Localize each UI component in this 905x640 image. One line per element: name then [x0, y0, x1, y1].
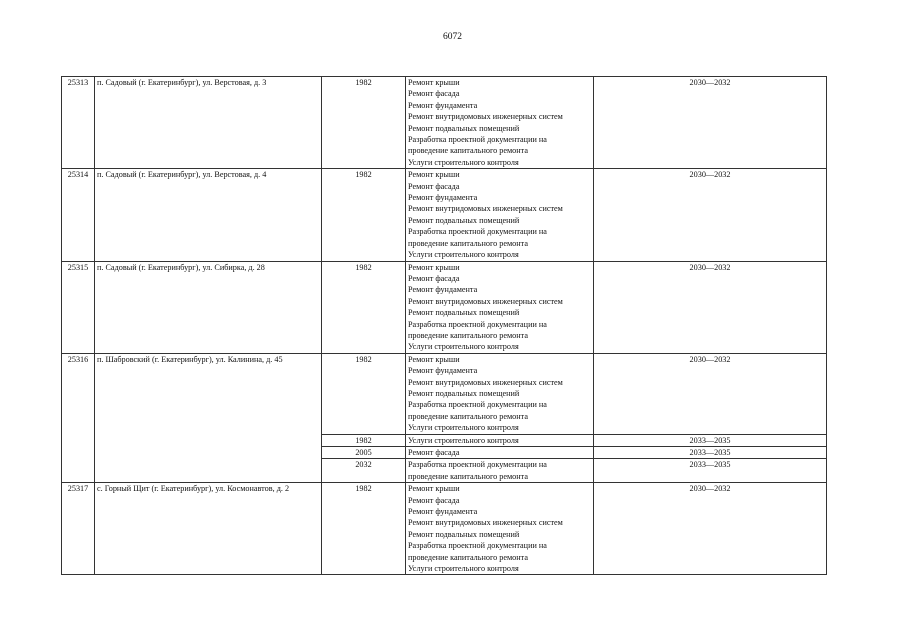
period-cell: 2030—2032	[594, 77, 827, 169]
year-cell: 1982	[322, 483, 406, 575]
work-item: Ремонт фасада	[408, 89, 460, 99]
work-item: Ремонт фундамента	[408, 285, 478, 295]
year-cell: 2032	[322, 459, 406, 483]
record-number: 25314	[62, 169, 95, 261]
works-cell	[406, 169, 594, 261]
work-item: Ремонт фасада	[408, 181, 460, 191]
work-item: Ремонт крыши	[408, 484, 460, 494]
year-cell: 1982	[322, 434, 406, 446]
building-address: п. Садовый (г. Екатеринбург), ул. Сибирка, д. 28	[95, 261, 322, 353]
works-cell	[406, 447, 594, 459]
work-item: Ремонт подвальных помещений	[408, 388, 520, 398]
table-row	[62, 261, 827, 353]
work-item: Ремонт внутридомовых инженерных систем	[408, 204, 563, 214]
work-item: Ремонт подвальных помещений	[408, 308, 520, 318]
record-number: 25316	[62, 353, 95, 482]
work-item: проведение капитального ремонта	[408, 330, 528, 340]
work-item: Услуги строительного контроля	[408, 564, 519, 574]
work-item: Разработка проектной документации на	[408, 460, 547, 470]
works-cell	[406, 353, 594, 434]
work-item: Ремонт внутридомовых инженерных систем	[408, 112, 563, 122]
work-item: Ремонт фундамента	[408, 507, 478, 517]
work-item: Ремонт фундамента	[408, 366, 478, 376]
work-item: проведение капитального ремонта	[408, 146, 528, 156]
work-item: Услуги строительного контроля	[408, 157, 519, 167]
table-row	[62, 483, 827, 575]
building-address: п. Садовый (г. Екатеринбург), ул. Верстовая, д. 4	[95, 169, 322, 261]
work-item: Ремонт подвальных помещений	[408, 529, 520, 539]
work-item: проведение капитального ремонта	[408, 471, 528, 481]
work-item: Разработка проектной документации на	[408, 400, 547, 410]
work-item: Разработка проектной документации на	[408, 135, 547, 145]
period-cell: 2030—2032	[594, 169, 827, 261]
work-item: Ремонт крыши	[408, 78, 460, 87]
work-item: Ремонт крыши	[408, 170, 460, 180]
work-item: Ремонт фасада	[408, 273, 460, 283]
record-number: 25317	[62, 483, 95, 575]
work-item: Ремонт внутридомовых инженерных систем	[408, 518, 563, 528]
work-item: Услуги строительного контроля	[408, 423, 519, 433]
building-address: п. Садовый (г. Екатеринбург), ул. Верстовая, д. 3	[95, 77, 322, 169]
period-cell: 2030—2032	[594, 483, 827, 575]
work-item: Разработка проектной документации на	[408, 541, 547, 551]
year-cell: 1982	[322, 77, 406, 169]
work-item: проведение капитального ремонта	[408, 552, 528, 562]
building-address: п. Шабровский (г. Екатеринбург), ул. Калинина, д. 45	[95, 353, 322, 482]
work-item: Услуги строительного контроля	[408, 342, 519, 352]
works-cell	[406, 483, 594, 575]
period-cell: 2033—2035	[594, 434, 827, 446]
work-item: Ремонт фасада	[408, 448, 460, 457]
building-address: с. Горный Щит (г. Екатеринбург), ул. Космонавтов, д. 2	[95, 483, 322, 575]
period-cell: 2030—2032	[594, 261, 827, 353]
record-number: 25315	[62, 261, 95, 353]
works-cell	[406, 77, 594, 169]
work-item: проведение капитального ремонта	[408, 238, 528, 248]
work-item: Разработка проектной документации на	[408, 227, 547, 237]
table-row	[62, 77, 827, 169]
works-cell	[406, 434, 594, 446]
work-item: Ремонт фасада	[408, 495, 460, 505]
repair-schedule-table	[61, 76, 827, 575]
work-item: Ремонт подвальных помещений	[408, 215, 520, 225]
work-item: Разработка проектной документации на	[408, 319, 547, 329]
work-item: Услуги строительного контроля	[408, 435, 519, 445]
work-item: Услуги строительного контроля	[408, 250, 519, 260]
period-cell: 2033—2035	[594, 459, 827, 483]
work-item: проведение капитального ремонта	[408, 411, 528, 421]
record-number: 25313	[62, 77, 95, 169]
work-item: Ремонт крыши	[408, 262, 460, 272]
work-item: Ремонт внутридомовых инженерных систем	[408, 377, 563, 387]
work-item: Ремонт подвальных помещений	[408, 123, 520, 133]
works-cell	[406, 261, 594, 353]
year-cell: 2005	[322, 447, 406, 459]
year-cell: 1982	[322, 353, 406, 434]
period-cell: 2030—2032	[594, 353, 827, 434]
work-item: Ремонт внутридомовых инженерных систем	[408, 296, 563, 306]
work-item: Ремонт фундамента	[408, 100, 478, 110]
works-cell	[406, 459, 594, 483]
year-cell: 1982	[322, 261, 406, 353]
year-cell: 1982	[322, 169, 406, 261]
period-cell: 2033—2035	[594, 447, 827, 459]
table-row	[62, 169, 827, 261]
table-body	[62, 77, 827, 575]
work-item: Ремонт крыши	[408, 354, 460, 364]
work-item: Ремонт фундамента	[408, 193, 478, 203]
page-number: 6072	[443, 32, 462, 42]
table-row	[62, 353, 827, 434]
